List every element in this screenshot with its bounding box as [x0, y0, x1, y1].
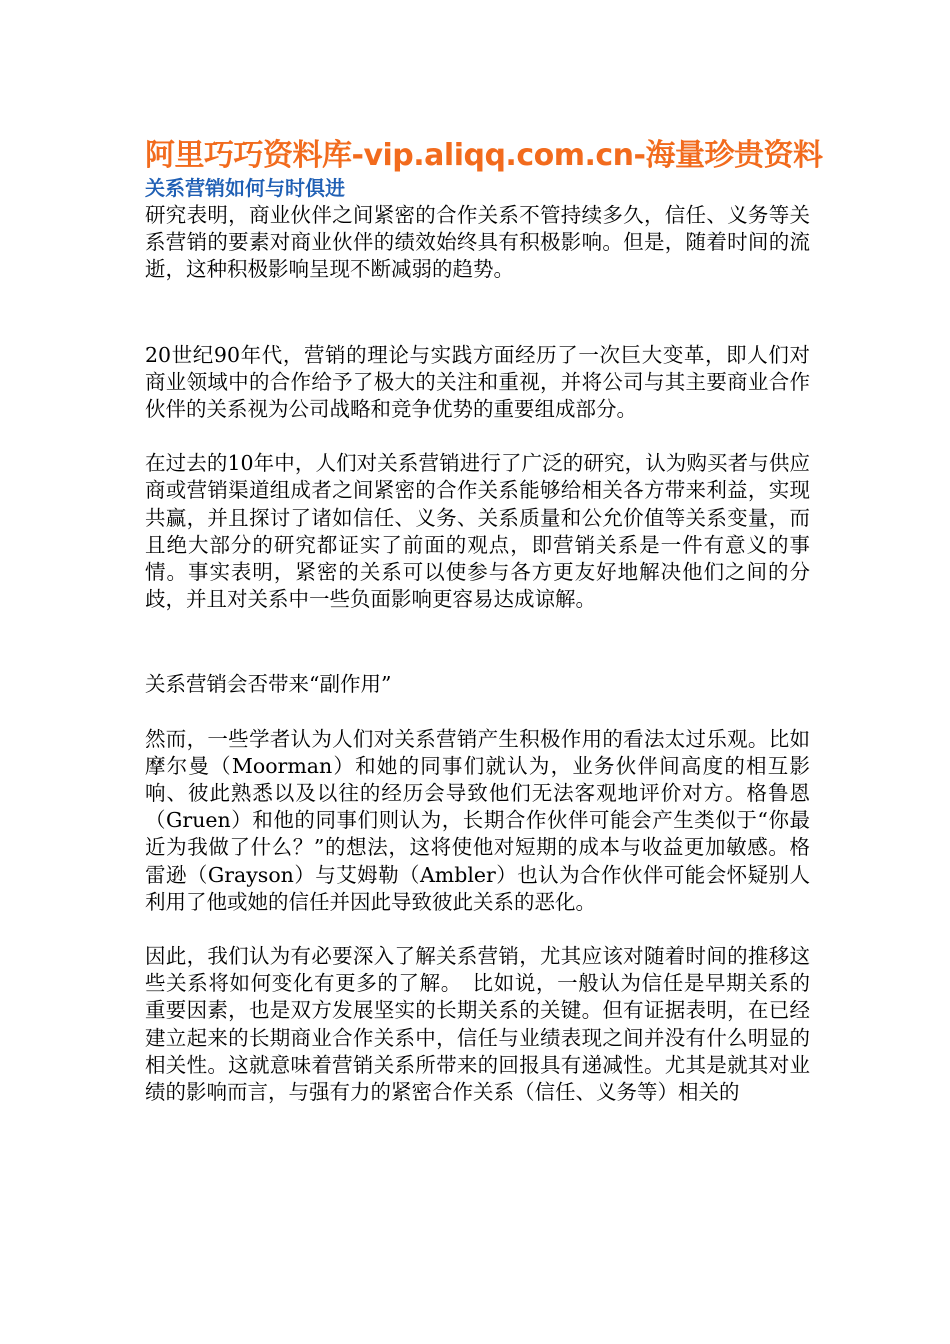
article-title: 关系营销如何与时俱进 — [145, 176, 345, 200]
spacer — [145, 916, 810, 943]
paragraph-1990s: 20世纪90年代，营销的理论与实践方面经历了一次巨大变革，即人们对商业领域中的合作给予了极大的关注和重视，并将公司与其主要商业合作伙伴的关系视为公司战略和竞争优势的重要组成部分。 — [145, 342, 810, 422]
paragraph-past-decade: 在过去的10年中，人们对关系营销进行了广泛的研究，认为购买者与供应商或营销渠道组成者之间紧密的合作关系能够给相关各方带来利益，实现共赢，并且探讨了诸如信任、义务、关系质量和公允价值等关系变量，而且绝大部分的研究都证实了前面的观点，即营销关系是一件有意义的事情。事实表明，紧密的关系可以使参与各方更友好地解决他们之间的分歧，并且对关系中一些负面影响更容易达成谅解。 — [145, 451, 810, 612]
paragraph-side-effects: 然而，一些学者认为人们对关系营销产生积极作用的看法太过乐观。比如摩尔曼（Moorman）和她的同事们就认为，业务伙伴间高度的相互影响、彼此熟悉以及以往的经历会导致他们无法客观地评价对方。格鲁恩（Gruen）和他的同事们则认为，长期合作伙伴可能会产生类似于“你最近为我做了什么？”的想法，这将使他对短期的成本与收益更加敏感。格雷逊（Grayson）与艾姆勒（Ambler）也认为合作伙伴可能会怀疑别人利用了他或她的信任并因此导致彼此关系的恶化。 — [145, 726, 810, 914]
section-subheading: 关系营销会否带来“副作用” — [145, 672, 392, 697]
spacer — [145, 613, 810, 671]
spacer — [145, 699, 810, 726]
paragraph-intro: 研究表明，商业伙伴之间紧密的合作关系不管持续多久，信任、义务等关系营销的要素对商业伙伴的绩效始终具有积极影响。但是，随着时间的流逝，这种积极影响呈现不断减弱的趋势。 — [145, 203, 810, 282]
document-page — [145, 138, 823, 1106]
paragraph-conclusion: 因此，我们认为有必要深入了解关系营销，尤其应该对随着时间的推移这些关系将如何变化有更多的了解。 比如说，一般认为信任是早期关系的重要因素，也是双方发展坚实的长期关系的关键。但有证据表明，在已经建立起来的长期商业合作关系中，信任与业绩表现之间并没有什么明显的相关性。这就意味着营销关系所带来的回报具有递减性。尤其是就其对业绩的影响而言，与强有力的紧密合作关系（信任、义务等）相关的 — [145, 944, 810, 1105]
site-banner: 阿里巧巧资料库-vip.aliqq.com.cn-海量珍贵资料 — [145, 138, 823, 173]
spacer — [145, 423, 810, 450]
spacer — [145, 284, 810, 342]
